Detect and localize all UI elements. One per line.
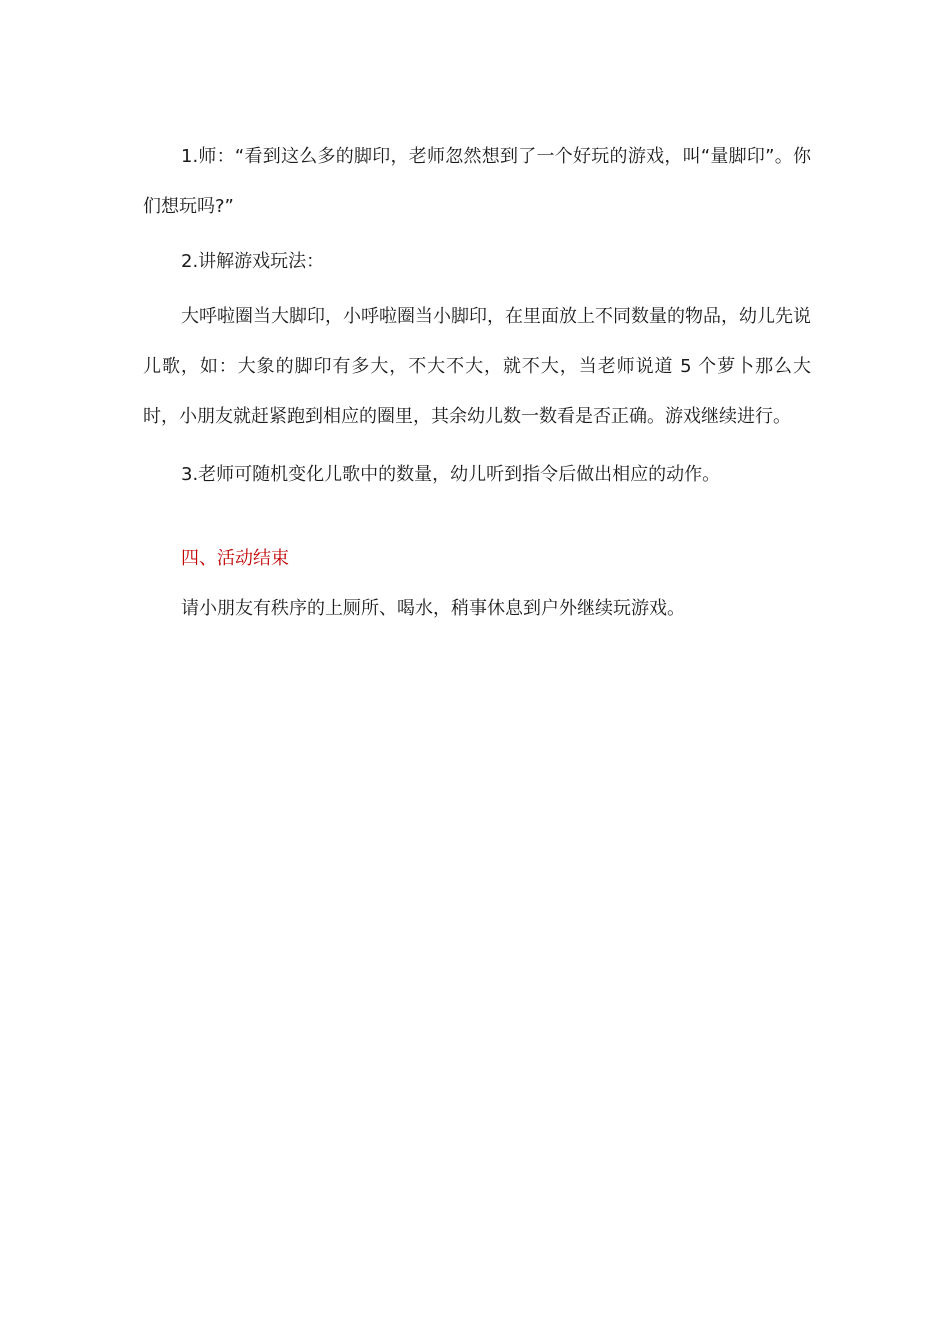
paragraph-game-rules-title: 2.讲解游戏玩法： bbox=[181, 251, 325, 272]
paragraph-variation: 3.老师可随机变化儿歌中的数量，幼儿听到指令后做出相应的动作。 bbox=[181, 464, 721, 485]
paragraph-closing: 请小朋友有秩序的上厕所、喝水，稍事休息到户外继续玩游戏。 bbox=[181, 598, 685, 619]
section-heading: 四、活动结束 bbox=[181, 548, 289, 569]
paragraph-teacher-quote: 1.师：“看到这么多的脚印，老师忽然想到了一个好玩的游戏，叫“量脚印”。你们想玩吗?” bbox=[143, 146, 811, 217]
paragraph-game-description: 大呼啦圈当大脚印，小呼啦圈当小脚印，在里面放上不同数量的物品，幼儿先说儿歌，如：大象的脚印有多大，不大不大，就不大，当老师说道 5 个萝卜那么大时，小朋友就赶紧跑到相应的圈里，其余幼儿数一数看是否正确。游戏继续进行。 bbox=[143, 306, 811, 427]
document-body bbox=[143, 132, 811, 634]
